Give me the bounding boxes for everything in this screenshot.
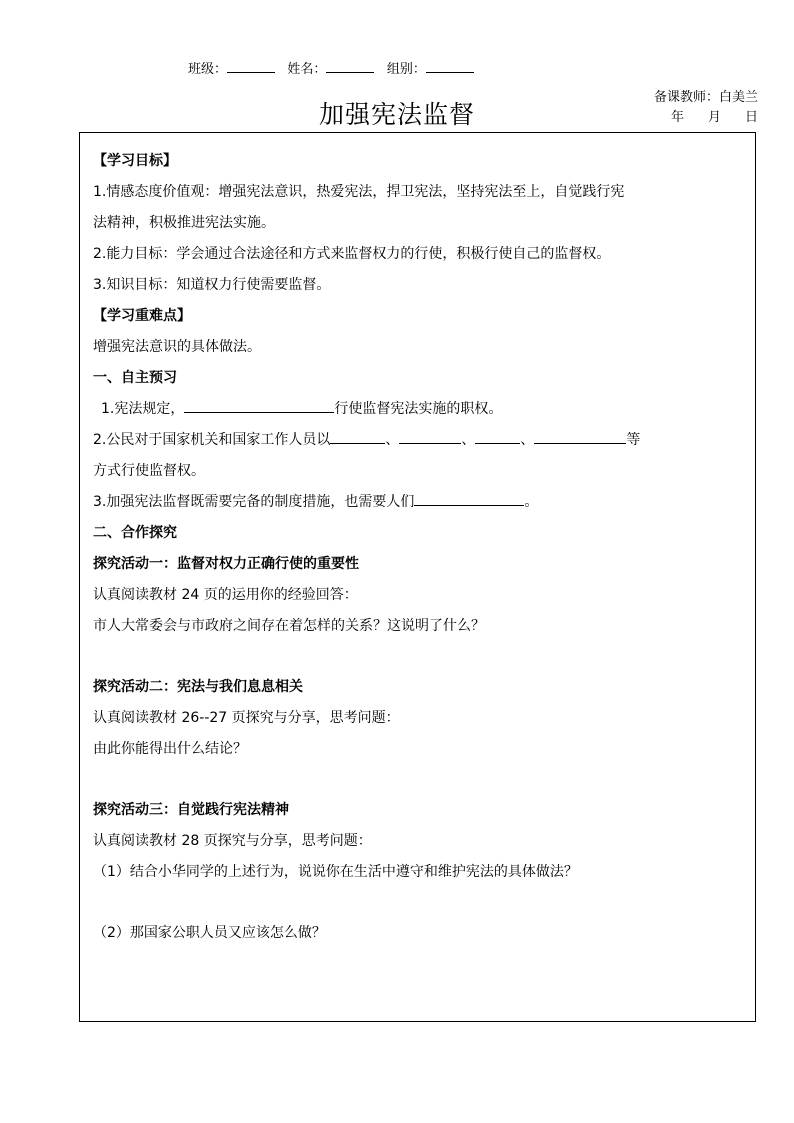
objective-1-line1: 1.情感态度价值观：增强宪法意识，热爱宪法，捍卫宪法，坚持宪法至上，自觉践行宪 (93, 184, 625, 200)
name-field[interactable] (326, 60, 374, 73)
q1-suffix: 行使监督宪法实施的职权。 (334, 401, 503, 417)
group-field[interactable] (426, 60, 474, 73)
q2-separator-3: 、 (520, 432, 535, 448)
activity-3-question-1: （1）结合小华同学的上述行为，说说你在生活中遵守和维护宪法的具体做法？ (93, 864, 578, 880)
class-field[interactable] (227, 60, 275, 73)
q2-prefix: 2.公民对于国家机关和国家工作人员以 (93, 432, 331, 448)
name-label: 姓名： (287, 62, 327, 77)
activity-1-title: 探究活动一：监督对权力正确行使的重要性 (93, 556, 359, 572)
preview-question-2 (93, 429, 743, 460)
class-label: 班级： (188, 62, 228, 77)
q2-blank-3[interactable] (475, 429, 520, 444)
date-line (647, 108, 758, 128)
q2-separator-1: 、 (385, 432, 400, 448)
activity-2-question: 由此你能得出什么结论？ (93, 741, 247, 757)
teacher-info (647, 88, 758, 128)
q2-blank-2[interactable] (399, 429, 461, 444)
q1-prefix: 1.宪法规定， (101, 401, 185, 417)
month-label: 月 (707, 110, 721, 125)
q3-blank[interactable] (414, 491, 524, 506)
preview-heading: 一、自主预习 (93, 370, 177, 386)
activity-2-instruction: 认真阅读教材 26--27 页探究与分享，思考问题： (93, 710, 400, 726)
activity-3-instruction: 认真阅读教材 28 页探究与分享，思考问题： (93, 833, 372, 849)
activity-2-title: 探究活动二：宪法与我们息息相关 (93, 679, 303, 695)
activity-1-question: 市人大常委会与市政府之间存在着怎样的关系？这说明了什么？ (93, 618, 485, 634)
student-info-line (188, 58, 474, 77)
activity-2-answer-space[interactable] (93, 769, 743, 799)
q2-suffix: 等 (626, 432, 641, 448)
teacher-label: 备课教师：白美兰 (653, 90, 758, 105)
objective-3: 3.知识目标：知道权力行使需要监督。 (93, 277, 331, 293)
activity-1-answer-space[interactable] (93, 646, 743, 676)
preview-question-1 (93, 398, 743, 429)
activity-3-title: 探究活动三：自觉践行宪法精神 (93, 802, 289, 818)
objective-1-line2: 法精神，积极推进宪法实施。 (93, 215, 275, 231)
group-label: 组别： (386, 62, 426, 77)
objectives-heading: 【学习目标】 (93, 153, 177, 169)
key-points-text: 增强宪法意识的具体做法。 (93, 339, 261, 355)
worksheet-content (93, 150, 743, 953)
activity-1-instruction: 认真阅读教材 24 页的运用你的经验回答： (93, 587, 358, 603)
activity-3-answer-space-1[interactable] (93, 892, 743, 922)
activity-3-question-2: （2）那国家公职人员又应该怎么做？ (93, 925, 326, 941)
q2-separator-2: 、 (461, 432, 476, 448)
year-label: 年 (670, 110, 684, 125)
key-points-heading: 【学习重难点】 (93, 308, 191, 324)
q2-blank-1[interactable] (330, 429, 385, 444)
preview-question-2-line2: 方式行使监督权。 (93, 463, 205, 479)
day-label: 日 (744, 110, 758, 125)
explore-heading: 二、合作探究 (93, 525, 177, 541)
page-title: 加强宪法监督 (318, 100, 475, 129)
q3-prefix: 3.加强宪法监督既需要完备的制度措施，也需要人们 (93, 494, 415, 510)
preview-question-3 (93, 491, 743, 522)
objective-2: 2.能力目标：学会通过合法途径和方式来监督权力的行使，积极行使自己的监督权。 (93, 246, 611, 262)
q3-suffix: 。 (524, 494, 539, 510)
q2-blank-4[interactable] (534, 429, 626, 444)
q1-blank[interactable] (184, 398, 334, 413)
